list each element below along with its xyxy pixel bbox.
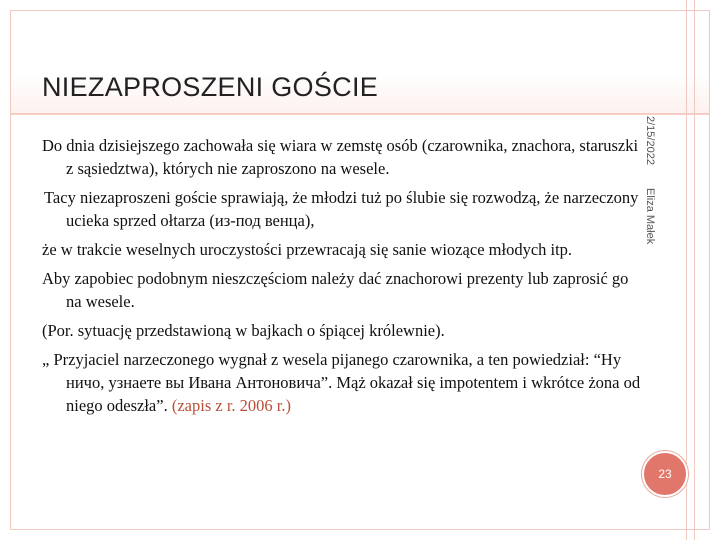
decorative-rule <box>694 0 695 540</box>
citation: (zapis z r. 2006 r.) <box>171 396 291 415</box>
page-number-badge <box>642 451 688 497</box>
slide-body <box>42 134 642 423</box>
side-date: 2/15/2022 <box>644 116 656 165</box>
decorative-rule <box>686 0 687 540</box>
paragraph: że w trakcie weselnych uroczystości przewracają się sanie wiozące młodych itp. <box>42 240 573 259</box>
title-divider <box>11 113 709 115</box>
paragraph: Aby zapobiec podobnym nieszczęściom należy dać znachorowi prezenty lub zaprosić go na wesele. <box>42 269 629 311</box>
slide-title: NIEZAPROSZENI GOŚCIE <box>42 72 379 102</box>
page-number: 23 <box>658 467 672 481</box>
side-author: Eliza Małek <box>644 188 656 245</box>
quote-paragraph <box>42 348 642 417</box>
paragraph: Tacy niezaproszeni goście sprawiają, że młodzi tuż po ślubie się rozwodzą, że narzeczony ucieka sprzed ołtarza (из-под венца), <box>44 188 639 230</box>
paragraph: (Por. sytuację przedstawioną w bajkach o śpiącej królewnie). <box>42 321 445 340</box>
quote-text: „ Przyjaciel narzeczonego wygnał z wesela pijanego czarownika, a ten powiedział: “Ну ничо, узнаете вы Ивана Антоновича”. Mąż okazał się impotentem i wkrótce żona od niego odeszła”. <box>42 350 641 415</box>
paragraph: Do dnia dzisiejszego zachowała się wiara w zemstę osób (czarownika, znachora, staruszki z sąsiedztwa), których nie zaproszono na wesele. <box>42 136 639 178</box>
